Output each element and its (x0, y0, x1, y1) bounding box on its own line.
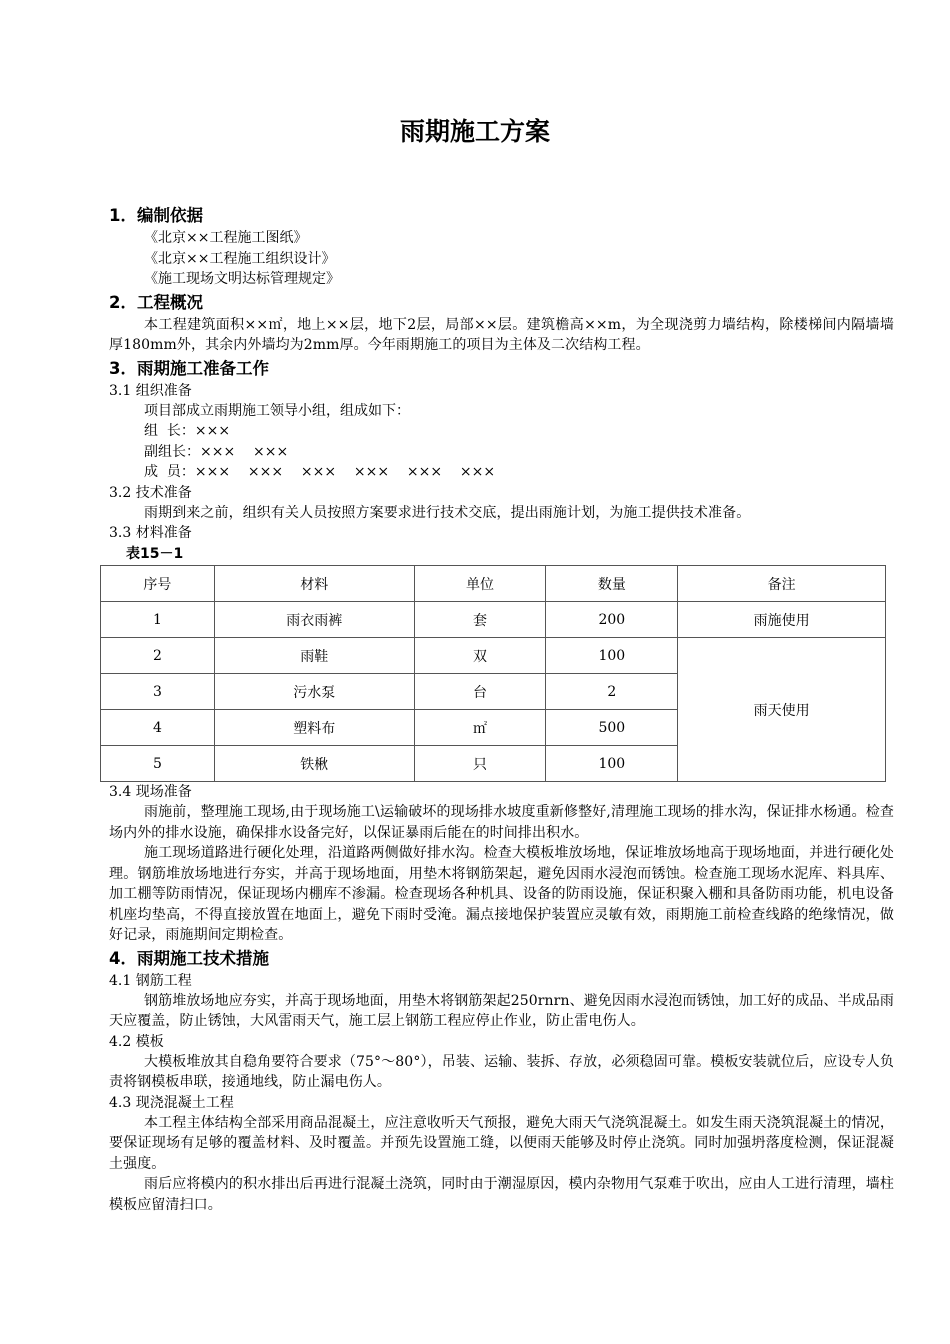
deputy-leader-line: 副组长：××× ××× (144, 443, 289, 460)
section-3-heading: 3．雨期施工准备工作 (109, 358, 269, 378)
table-cell: 3 (101, 674, 215, 710)
project-overview-paragraph: 本工程建筑面积××㎡，地上××层，地下2层，局部××层。建筑檐高××m，为全现浇剪力墙结构，除楼梯间内隔墙墙厚180mm外，其余内外墙均为2mm厚。今年雨期施工的项目为主体及二次结构工程。 (109, 316, 894, 353)
table-cell: 4 (101, 710, 215, 746)
table-cell: 铁楸 (214, 746, 414, 782)
section-3-4-heading: 3.4 现场准备 (109, 784, 192, 800)
table-cell: 雨衣雨裤 (214, 602, 414, 638)
table-cell: 雨施使用 (678, 602, 886, 638)
reference-item: 《北京××工程施工组织设计》 (144, 250, 336, 267)
section-3-1-heading: 3.1 组织准备 (109, 382, 192, 399)
table-cell: 2 (101, 638, 215, 674)
table-cell: ㎡ (414, 710, 546, 746)
section-4-2-heading: 4.2 模板 (109, 1033, 164, 1050)
section-4-3-heading: 4.3 现浇混凝土工程 (109, 1094, 234, 1111)
org-intro-line: 项目部成立雨期施工领导小组，组成如下： (144, 402, 410, 419)
reference-item: 《北京××工程施工图纸》 (144, 230, 308, 246)
section-2-heading: 2．工程概况 (109, 292, 203, 312)
table-cell: 2 (546, 674, 678, 710)
members-line: 成 员：××× ××× ××× ××× ××× ××× (144, 464, 496, 480)
table-cell: 雨鞋 (214, 638, 414, 674)
tech-prep-paragraph: 雨期到来之前，组织有关人员按照方案要求进行技术交底，提出雨施计划，为施工提供技术准备。 (144, 504, 751, 521)
table-cell: 塑料布 (214, 710, 414, 746)
concrete-paragraph: 雨后应将模内的积水排出后再进行混凝土浇筑，同时由于潮湿原因，模内杂物用气泵难于吹出，应由人工进行清理，墙柱模板应留清扫口。 (109, 1176, 894, 1213)
rebar-paragraph: 钢筋堆放场地应夯实，并高于现场地面，用垫木将钢筋架起250rnrn、避免因雨水浸泡而锈蚀，加工好的成品、半成品雨天应覆盖，防止锈蚀，大风雷雨天气，施工层上钢筋工程应停止作业，防止雷电伤人。 (109, 992, 894, 1029)
table-header-cell: 备注 (678, 566, 886, 602)
table-cell: 污水泵 (214, 674, 414, 710)
table-cell: 双 (414, 638, 546, 674)
table-cell: 5 (101, 746, 215, 782)
section-4-heading: 4．雨期施工技术措施 (109, 948, 269, 968)
document-title: 雨期施工方案 (399, 117, 550, 146)
materials-table (100, 565, 886, 782)
table-header-cell: 数量 (546, 566, 678, 602)
section-3-2-heading: 3.2 技术准备 (109, 484, 192, 501)
table-merged-remark-cell: 雨天使用 (678, 638, 886, 782)
section-4-1-heading: 4.1 钢筋工程 (109, 972, 192, 989)
table-header-row (101, 566, 886, 602)
table-header-cell: 序号 (101, 566, 215, 602)
document-body (109, 203, 894, 1215)
team-leader-line: 组 长：××× (144, 423, 231, 439)
section-3-3-heading: 3.3 材料准备 (109, 525, 192, 541)
table-caption: 表15－1 (126, 546, 184, 562)
table-row (101, 638, 886, 674)
table-cell: 套 (414, 602, 546, 638)
reference-item: 《施工现场文明达标管理规定》 (144, 271, 340, 287)
table-cell: 100 (546, 638, 678, 674)
site-prep-paragraph: 雨施前，整理施工现场,由于现场施工\运输破坏的现场排水坡度重新修整好,清理施工现场的排水沟，保证排水杨通。检查场内外的排水设施，确保排水设备完好，以保证暴雨后能在的时间排出积水。 (109, 804, 894, 841)
table-header-cell: 材料 (214, 566, 414, 602)
table-cell: 台 (414, 674, 546, 710)
formwork-paragraph: 大模板堆放其自稳角要符合要求（75°～80°），吊装、运输、装拆、存放，必须稳固可靠。模板安装就位后，应设专人负责将钢模板串联，接通地线，防止漏电伤人。 (109, 1053, 894, 1090)
table-cell: 200 (546, 602, 678, 638)
site-prep-paragraph: 施工现场道路进行硬化处理，沿道路两侧做好排水沟。检查大模板堆放场地，保证堆放场地高于现场地面，并进行硬化处理。钢筋堆放场地进行夯实，并高于现场地面，用垫木将钢筋架起，避免因雨水浸泡而锈蚀。检查施工现场水泥库、料具库、加工棚等防雨情况，保证现场内棚库不渗漏。检查现场各种机具、设备的防雨设施，保证积聚入棚和具备防雨功能，机电设备机座均垫高，不得直接放置在地面上，避免下雨时受淹。漏点接地保护装置应灵敏有效，雨期施工前检查线路的绝缘情况，做好记录，雨施期间定期检查。 (109, 845, 894, 943)
table-cell: 500 (546, 710, 678, 746)
table-cell: 1 (101, 602, 215, 638)
table-cell: 只 (414, 746, 546, 782)
section-1-heading: 1．编制依据 (109, 206, 203, 225)
table-row (101, 602, 886, 638)
table-header-cell: 单位 (414, 566, 546, 602)
concrete-paragraph: 本工程主体结构全部采用商品混凝土，应注意收听天气预报，避免大雨天气浇筑混凝土。如发生雨天浇筑混凝土的情况，要保证现场有足够的覆盖材料、及时覆盖。并预先设置施工缝，以便雨天能够及时停止浇筑。同时加强坍落度检测，保证混凝土强度。 (109, 1114, 894, 1172)
table-cell: 100 (546, 746, 678, 782)
